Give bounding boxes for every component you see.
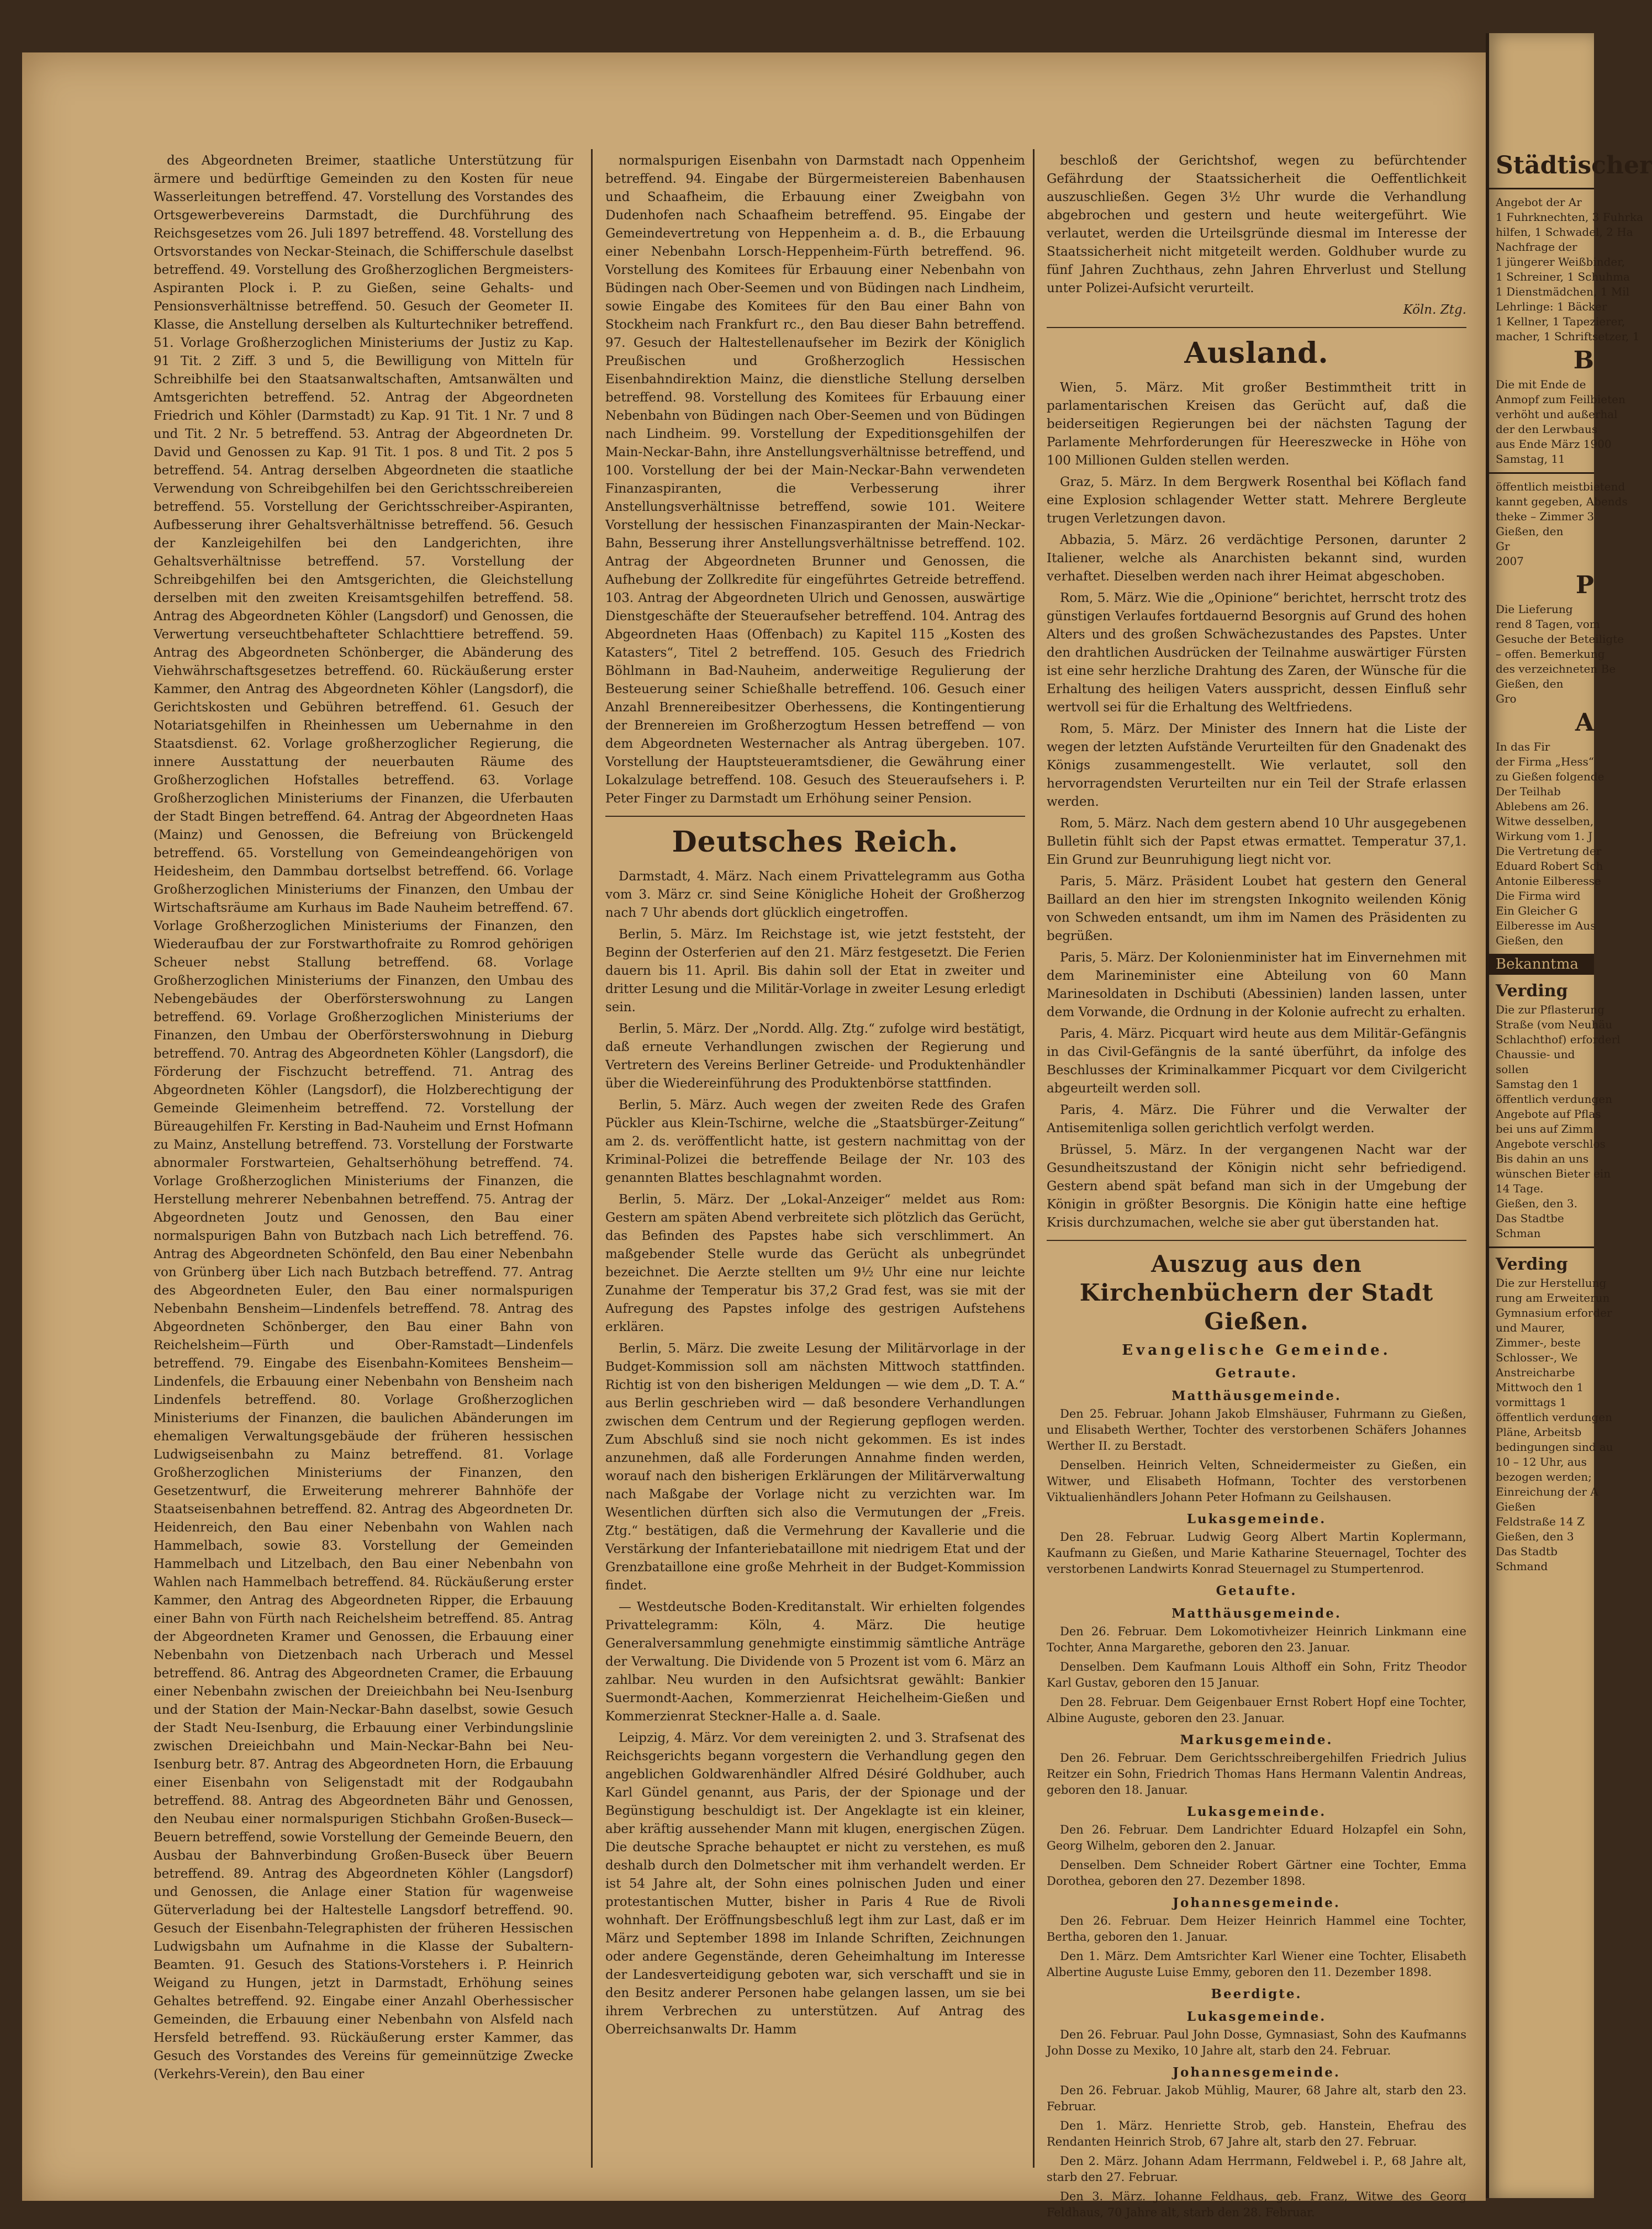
strip-line: Die Lieferung xyxy=(1496,603,1573,616)
section-title-ausland: Ausland. xyxy=(1184,336,1329,370)
source-credit: Köln. Ztg. xyxy=(1403,303,1466,317)
strip-line: Anmopf zum Feilbieten xyxy=(1496,393,1625,406)
strip-line: der Firma „Hess“ xyxy=(1496,755,1595,768)
strip-line: der den Lerwbaus xyxy=(1496,422,1598,436)
kirchenbuch-entry: Den 26. Februar. Dem Gerichtsschreibergehilfen Friedrich Julius Reitzer ein Sohn, Friedrich Thomas Hans Hermann Valentin Andreas, geboren den 18. Januar. xyxy=(1047,1751,1466,1797)
kirchenbuch-subheading: Lukasgemeinde. xyxy=(1186,2009,1327,2024)
column-rule xyxy=(591,149,593,2168)
strip-line: Anstreicharbe xyxy=(1496,1366,1575,1379)
strip-line: rend 8 Tagen, vom xyxy=(1496,617,1600,631)
strip-line: Gießen xyxy=(1496,1500,1536,1513)
newspaper-page xyxy=(22,52,1486,2219)
strip-line: Schmand xyxy=(1496,1560,1548,1573)
strip-line: Einreichung der A xyxy=(1496,1485,1598,1498)
strip-banner: Bekanntma xyxy=(1489,954,1594,975)
section-divider xyxy=(605,816,1025,817)
news-item: Rom, 5. März. Wie die „Opinione“ berichtet, herrscht trotz des günstigen Verlaufes fortdauernd Besorgnis auf Grund des hohen Alters und des großen Schwächezustandes des Papstes. Unter den drahtlichen Ausdrücken der Teilnahme auswärtiger Fürsten ist eine sehr herzliche Drahtung des Zaren, der Wünsche für die Erhaltung des heiligen Vaters ausspricht, dessen Einfluß sehr wertvoll sei für die Erhaltung des Weltfriedens. xyxy=(1047,591,1466,715)
kirchenbuch-entry: Den 1. März. Henriette Strob, geb. Hanstein, Ehefrau des Rendanten Heinrich Strob, 67 Jahre alt, starb den 27. Februar. xyxy=(1047,2119,1466,2148)
strip-line: Eilberesse im Aus xyxy=(1496,919,1596,932)
strip-line: kannt gegeben, Abends xyxy=(1496,495,1628,508)
strip-line: 1 Fuhrknechten, 3 Fuhrka xyxy=(1496,210,1643,224)
strip-line: Bis dahin an uns xyxy=(1496,1152,1589,1165)
strip-line: hilfen, 1 Schwadel, 2 Ha xyxy=(1496,225,1633,239)
strip-line: Samstag den 1 xyxy=(1496,1077,1579,1091)
kirchenbuch-subheading: Johannesgemeinde. xyxy=(1173,1895,1340,1910)
strip-lines xyxy=(1489,1276,1613,1574)
kirchenbuch-entry: Den 25. Februar. Johann Jakob Elmshäuser, Fuhrmann zu Gießen, und Elisabeth Werther, Tochter des verstorbenen Schäfers Johannes Werther II. zu Berstadt. xyxy=(1047,1407,1466,1452)
strip-line: Gesuche der Beteiligte xyxy=(1496,632,1624,646)
strip-lines xyxy=(1489,195,1643,344)
adjacent-page-strip xyxy=(1486,33,1652,2198)
strip-line: Die zur Pflasterung xyxy=(1496,1003,1605,1016)
strip-line: öffentlich verdungen xyxy=(1496,1411,1613,1424)
strip-line: macher, 1 Schriftsetzer, 1 xyxy=(1496,330,1640,343)
strip-line: Schlosser-, We xyxy=(1496,1351,1578,1364)
strip-line: wünschen Bieter ein xyxy=(1496,1167,1611,1180)
kirchenbuch-subheading: Matthäusgemeinde. xyxy=(1171,1606,1342,1621)
strip-line: 1 jüngerer Weißbinder, xyxy=(1496,255,1625,268)
strip-lines xyxy=(1489,377,1625,467)
strip-line: Samstag, 11 xyxy=(1496,452,1565,466)
strip-line: Das Stadtbe xyxy=(1496,1212,1564,1225)
news-item: Rom, 5. März. Nach dem gestern abend 10 Uhr ausgegebenen Bulletin fühlt sich der Papst etwas ermattet. Temperatur 37,1. Ein Grund zur Beunruhigung liegt nicht vor. xyxy=(1047,816,1466,867)
strip-line: Gießen, den xyxy=(1496,934,1564,947)
kirchenbuch-entry: Den 28. Februar. Ludwig Georg Albert Martin Koplermann, Kaufmann zu Gießen, und Marie Katharine Steuernagel, Tochter des verstorbenen Landwirts Konrad Steuernagel zu Stumpertenrod. xyxy=(1047,1530,1466,1576)
section-divider xyxy=(1047,327,1466,328)
strip-line: Das Stadtb xyxy=(1496,1545,1558,1558)
strip-line: 1 Kellner, 1 Tapezierer, xyxy=(1496,315,1625,328)
strip-line: 2007 xyxy=(1496,554,1524,568)
strip-line: – offen. Bemerkung xyxy=(1496,647,1605,661)
strip-line: theke – Zimmer 3 xyxy=(1496,510,1595,523)
kirchenbuch-heading: Getaufte. xyxy=(1216,1583,1297,1598)
strip-line: Pläne, Arbeitsb xyxy=(1496,1425,1582,1439)
kirchenbuch-entry: Denselben. Dem Schneider Robert Gärtner eine Tochter, Emma Dorothea, geboren den 27. Dezember 1898. xyxy=(1047,1858,1466,1888)
strip-line: Gymnasium erforder xyxy=(1496,1306,1612,1319)
news-item: Leipzig, 4. März. Vor dem vereinigten 2. und 3. Strafsenat des Reichsgerichts begann vorgestern die Verhandlung gegen den angeblichen Goldwarenhändler Alfred Désiré Goldhuber, auch Karl Gündel genannt, aus Paris, der der Spionage und der Begünstigung beschuldigt ist. Der Angeklagte ist ein kleiner, aber kräftig aussehender Mann mit klugen, energischen Zügen. Die deutsche Sprache behauptet er nicht zu verstehen, es muß deshalb durch den Dolmetscher mit ihm verhandelt werden. Er ist 54 Jahre alt, der Sohn eines polnischen Juden und einer protestantischen Mutter, bisher in Paris 4 Rue de Rivoli wohnhaft. Der Eröffnungsbeschluß legt ihm zur Last, daß er im März und September 1898 im Inlande Schriften, Zeichnungen oder andere Gegenstände, deren Geheimhaltung im Interesse der Landesverteidigung geboten war, sich verschafft und sie in den Besitz anderer Personen habe gelangen lassen, um sie bei ihrem Verbrechen zu unterstützen. Auf Antrag des Oberreichsanwalts Dr. Hamm xyxy=(605,1731,1025,2037)
strip-lines xyxy=(1489,740,1605,948)
kirchenbuch-title: Auszug aus den Kirchenbüchern der Stadt Gießen. xyxy=(1079,1250,1434,1335)
kirchenbuch-entry: Den 2. März. Johann Adam Herrmann, Feldwebel i. P., 68 Jahre alt, starb den 27. Februar. xyxy=(1047,2154,1466,2184)
news-item: Abbazia, 5. März. 26 verdächtige Personen, darunter 2 Italiener, welche als Anarchisten bekannt sind, wurden verhaftet. Dieselben werden nach ihrer Heimat abgeschoben. xyxy=(1047,533,1466,584)
news-item: beschloß der Gerichtshof, wegen zu befürchtender Gefährdung der Staatssicherheit die Oeffentlichkeit auszuschließen. Gegen 3½ Uhr wurde die Verhandlung abgebrochen und gestern und heute weitergeführt. Wie verlautet, werden die Urteilsgründe diesmal im Interesse der Staatssicherheit nicht mitgeteilt werden. Goldhuber wurde zu fünf Jahren Zuchthaus, zehn Jahren Ehrverlust und Stellung unter Polizei-Aufsicht verurteilt. xyxy=(1047,154,1466,295)
strip-line: Straße (vom Neuhäu xyxy=(1496,1018,1613,1031)
kirchenbuch-subheading: Lukasgemeinde. xyxy=(1186,1512,1327,1527)
strip-heading: Städtischer xyxy=(1496,151,1652,179)
news-item: Berlin, 5. März. Die zweite Lesung der Militärvorlage in der Budget-Kommission soll am nächsten Mittwoch stattfinden. Richtig ist von den bisherigen Meldungen — wie dem „D. T. A.“ aus Berlin geschrieben wird — daß besondere Verhandlungen zwischen dem Centrum und der Regierung gepflogen werden. Zum Abschluß sind sie noch nicht gekommen. Es ist indes anzunehmen, daß alle Forderungen Annahme finden werden, worauf nach den bisherigen Erklärungen der Militärverwaltung nach Maßgabe der Vorlage nicht zu verzichten war. Im Wesentlichen dürften sich also die Vermutungen der „Freis. Ztg.“ bestätigen, daß die Vermehrung der Kavallerie und die Verstärkung der Infanteriebataillone mit niedrigem Etat und der Grenzbataillone eine große Mehrheit in der Budget-Kommission findet. xyxy=(605,1341,1025,1593)
strip-line: Zimmer-, beste xyxy=(1496,1336,1581,1349)
strip-line: Angebote auf Pflas xyxy=(1496,1107,1601,1121)
section-divider xyxy=(1047,1240,1466,1241)
news-item: Rom, 5. März. Der Minister des Innern hat die Liste der wegen der letzten Aufstände Verurteilten für den Gnadenakt des Königs zusammengestellt. Wie verlautet, soll den hervorragendsten Verurteilten nur ein Teil der Strafe erlassen werden. xyxy=(1047,722,1466,809)
section-title-deutsches-reich: Deutsches Reich. xyxy=(672,825,959,859)
strip-line: Mittwoch den 1 xyxy=(1496,1381,1584,1394)
news-item: Brüssel, 5. März. In der vergangenen Nacht war der Gesundheitszustand der Königin nicht sehr befriedigend. Gestern abend spät befand man sich in der Umgebung der Königin in größter Besorgnis. Die Königin hatte eine heftige Krisis durchzumachen, welche sie aber gut überstanden hat. xyxy=(1047,1143,1466,1230)
strip-line: öffentlich verdungen xyxy=(1496,1092,1613,1106)
news-item: Paris, 5. März. Der Kolonienminister hat im Einvernehmen mit dem Marineminister eine Abteilung von 60 Mann Marinesoldaten in Dschibuti (Abessinien) landen lassen, unter dem Vorwande, die Ordnung in der Kolonie aufrecht zu erhalten. xyxy=(1047,950,1466,1020)
strip-line: Angebote verschlos xyxy=(1496,1137,1606,1150)
strip-line: und Maurer, xyxy=(1496,1321,1565,1334)
strip-letter: A xyxy=(1575,709,1594,737)
strip-line: Eduard Robert Sch xyxy=(1496,859,1603,873)
strip-line: Gießen, den 3. xyxy=(1496,1197,1577,1210)
news-item: Paris, 4. März. Die Führer und die Verwalter der Antisemitenliga sollen gerichtlich verfolgt werden. xyxy=(1047,1103,1466,1135)
strip-line: öffentlich meistbietend xyxy=(1496,480,1625,493)
strip-lines xyxy=(1489,602,1624,706)
strip-line: vormittags 1 xyxy=(1496,1396,1567,1409)
kirchenbuch-entry: Den 26. Februar. Jakob Mühlig, Maurer, 68 Jahre alt, starb den 23. Februar. xyxy=(1047,2084,1466,2113)
strip-line: Die mit Ende de xyxy=(1496,378,1586,391)
kirchenbuch-subheading: Markusgemeinde. xyxy=(1180,1733,1333,1747)
kirchenbuch-subheading: Lukasgemeinde. xyxy=(1186,1804,1327,1819)
strip-letter: P xyxy=(1575,571,1594,599)
strip-line: aus Ende März 1900 xyxy=(1496,437,1612,451)
strip-divider xyxy=(1489,1246,1594,1248)
kirchenbuch-auszug xyxy=(1047,1250,1466,2221)
kirchenbuch-entry: Den 26. Februar. Paul John Dosse, Gymnasiast, Sohn des Kaufmanns John Dosse zu Mexiko, 10 Jahre alt, starb den 24. Februar. xyxy=(1047,2028,1466,2057)
strip-line: sollen xyxy=(1496,1063,1529,1076)
strip-line: Gro xyxy=(1496,692,1517,705)
strip-line: Gießen, den xyxy=(1496,525,1564,538)
strip-line: rung am Erweiterun xyxy=(1496,1291,1610,1304)
strip-line: Chaussie- und xyxy=(1496,1048,1575,1061)
kirchenbuch-entry: Den 3. März. Johanne Feldhaus, geb. Franz, Witwe des Georg Feldhaus, 70 Jahre alt, starb den 28. Februar. xyxy=(1047,2190,1466,2219)
column-2 xyxy=(605,152,1025,2168)
strip-line: Witwe desselben, xyxy=(1496,815,1594,828)
strip-line: Nachfrage der xyxy=(1496,240,1577,253)
strip-line: verhöht und außerhal xyxy=(1496,408,1618,421)
kirchenbuch-entry: Den 26. Februar. Dem Lokomotivheizer Heinrich Linkmann eine Tochter, Anna Margarethe, geboren den 23. Januar. xyxy=(1047,1625,1466,1654)
strip-line: Feldstraße 14 Z xyxy=(1496,1515,1585,1528)
kirchenbuch-heading: Getraute. xyxy=(1215,1366,1298,1381)
strip-line: bedingungen sind au xyxy=(1496,1440,1613,1454)
news-item: Berlin, 5. März. Der „Lokal-Anzeiger“ meldet aus Rom: Gestern am späten Abend verbreitete sich plötzlich das Gerücht, das Befinden des Papstes habe sich verschlimmert. An maßgebender Stelle wurde das Gerücht als unbegründet bezeichnet. Die Aerzte stellten um 9½ Uhr eine nur leichte Zunahme der Temperatur bis 37,2 Grad fest, was sie mit der Aufregung des Papstes infolge des gestrigen Aufstehens erklären. xyxy=(605,1192,1025,1334)
news-item: Berlin, 5. März. Im Reichstage ist, wie jetzt feststeht, der Beginn der Osterferien auf den 21. März festgesetzt. Die Ferien dauern bis 11. April. Bis dahin soll der Etat in zweiter und dritter Lesung und die Militär-Vorlage in zweiter Lesung erledigt sein. xyxy=(605,927,1025,1015)
landtag-eingaben-text: des Abgeordneten Breimer, staatliche Unterstützung für ärmere und bedürftige Gemeinden zu den Kosten für neue Wasserleitungen betreffend. 47. Vorstellung des Vorstandes des Ortsgewerbevereins Darmstadt, die Durchführung des Reichsgesetzes vom 26. Juli 1897 betreffend. 48. Vorstellung des Ortsvorstandes von Neckar-Steinach, die Schifferschule daselbst betreffend. 49. Vorstellung des Großherzoglichen Bergmeisters-Aspiranten Plock i. P. zu Gießen, seine Gehalts- und Pensionsverhältnisse betreffend. 50. Gesuch der Geometer II. Klasse, die Anstellung derselben als Kulturtechniker betreffend. 51. Vorlage Großherzoglichen Ministeriums der Justiz zu Kap. 91 Tit. 2 Ziff. 3 und 5, die Bewilligung von Mitteln für Schreibhilfe bei den Staatsanwaltschaften, Amtsanwälten und Amtsgerichten betreffend. 52. Antrag der Abgeordneten Friedrich und Köhler (Darmstadt) zu Kap. 91 Tit. 1 Nr. 7 und 8 und Tit. 2 Nr. 5 betreffend. 53. Antrag der Abgeordneten Dr. David und Genossen zu Kap. 91 Tit. 1 pos. 8 und Tit. 2 pos 5 betreffend. 54. Antrag derselben Abgeordneten die staatliche Verwendung von Schreibgehilfen bei den Gerichtsschreibereien betreffend. 55. Vorstellung der Gerichtsschreiber-Aspiranten, Aufbesserung ihrer Gehaltsverhältnisse betreffend. 56. Gesuch der Kanzleigehilfen bei den Landgerichten, ihre Gehaltsverhältnisse betreffend. 57. Vorstellung der Schreibgehilfen bei den Amtsgerichten, die Gleichstellung derselben mit den zweiten Kreisamtsgehilfen betreffend. 58. Antrag des Abgeordneten Köhler (Langsdorf) und Genossen, die Verwertung verseuchtbehafteter Schlachttiere betreffend. 59. Antrag des Abgeordneten Schönberger, die Abänderung des Viehwährschaftsgesetzes betreffend. 60. Rückäußerung erster Kammer, den Antrag des Abgeordneten Köhler (Langsdorf), die Gerichtskosten und Gebühren betreffend. 61. Gesuch der Notariatsgehilfen in Rheinhessen um Uebernahme in den Staatsdienst. 62. Vorlage großherzoglicher Regierung, die innere Ausstattung der neuerbauten Räume des Großherzoglichen Hofstalles betreffend. 63. Vorlage Großherzoglichen Ministeriums der Finanzen, die Uferbauten der Stadt Bingen betreffend. 64. Antrag der Abgeordneten Haas (Mainz) und Genossen, die Befreiung von Brückengeld betreffend. 65. Vorstellung von Gemeindeangehörigen von Heidesheim, den Dammbau dortselbst betreffend. 66. Vorlage Großherzoglichen Ministeriums der Finanzen, den Umbau der Wirtschaftsräume am Kurhaus im Bade Nauheim betreffend. 67. Vorlage Großherzoglichen Ministeriums der Finanzen, den Wiederaufbau der zur Forstwarthofraite zu Romrod gehörigen Scheuer nebst Stallung betreffend. 68. Vorlage Großherzoglichen Ministeriums der Finanzen, den Umbau des Nebengebäudes der Oberförsterswohnung zu Langen betreffend. 69. Vorlage Großherzoglichen Ministeriums der Finanzen, den Umbau der Oberförsterswohnung in Dieburg betreffend. 70. Antrag des Abgeordneten Köhler (Langsdorf), die Förderung der Fischzucht betreffend. 71. Antrag des Abgeordneten Köhler (Langsdorf), die Holzberechtigung der Gemeinde Gleimenheim betreffend. 72. Vorstellung der Büreaugehilfen Fr. Kersting in Bad-Nauheim und Ernst Hofmann zu Mainz, Anstellung betreffend. 73. Vorstellung der Forstwarte abnormaler Forstwarteien, Gehaltserhöhung betreffend. 74. Vorlage Großherzoglichen Ministeriums der Finanzen, die Herstellung mehrerer Nebenbahnen betreffend. 75. Antrag der Abgeordneten Joutz und Genossen, den Bau einer normalspurigen Bahn von Butzbach nach Lich betreffend. 76. Antrag des Abgeordneten Schönfeld, den Bau einer Nebenbahn von Grünberg über Lich nach Butzbach betreffend. 77. Antrag des Abgeordneten Euler, den Bau einer normalspurigen Nebenbahn Bensheim—Lindenfels betreffend. 78. Antrag des Abgeordneten Schönberger, den Bau einer Bahn von Reichelsheim—Fürth und Ober-Ramstadt—Lindenfels betreffend. 79. Eingabe des Eisenbahn-Komitees Bensheim—Lindenfels, die Erbauung einer Nebenbahn von Bensheim nach Lindenfels betreffend. 80. Vorlage Großherzoglichen Ministeriums der Finanzen, die baulichen Abänderungen im ehemaligen Verwaltungsgebäude der früheren hessischen Ludwigseisenbahn zu Mainz betreffend. 81. Vorlage Großherzoglichen Ministeriums der Finanzen, den Gesetzentwurf, die Erweiterung mehrerer Bahnhöfe der Staatseisenbahnen betreffend. 82. Antrag des Abgeordneten Dr. Heidenreich, den Bau einer Nebenbahn von Wahlen nach Hammelbach, sowie 83. Vorstellung der Gemeinden Hammelbach und Litzelbach, den Bau einer Nebenbahn von Wahlen nach Hammelbach betreffend. 84. Rückäußerung erster Kammer, den Antrag des Abgeordneten Ripper, die Erbauung einer Bahn von Fürth nach Reichelsheim betreffend. 85. Antrag der Abgeordneten Kramer und Genossen, die Erbauung einer Nebenbahn von Dietzenbach nach Urberach und Messel betreffend. 86. Antrag des Abgeordneten Cramer, die Erbauung einer Nebenbahn zwischen der Dreieichbahn bei Neu-Isenburg und der Station der Main-Neckar-Bahn daselbst, sowie Gesuch der Stadt Neu-Isenburg, die Erbauung einer Verbindungslinie zwischen Dreieichbahn und Main-Neckar-Bahn bei Neu-Isenburg betr. 87. Antrag des Abgeordneten Horn, die Erbauung einer Eisenbahn von Seligenstadt mit der Rodgaubahn betreffend. 88. Antrag des Abgeordneten Bähr und Genossen, den Neubau einer normalspurigen Stichbahn Großen-Buseck—Beuern betreffend, sowie Vorstellung der Gemeinde Beuern, den Ausbau der Bahnverbindung Großen-Buseck über Beuern betreffend. 89. Antrag des Abgeordneten Köhler (Langsdorf) und Genossen, die Anlage einer Station für wagenweise Güterverladung bei der Haltestelle Langsdorf betreffend. 90. Gesuch der Eisenbahn-Telegraphisten der früheren Hessischen Ludwigsbahn um Aufnahme in die Klasse der Subaltern-Beamten. 91. Gesuch des Stations-Vorstehers i. P. Heinrich Weigand zu Hungen, jetzt in Darmstadt, Erhöhung seines Gehaltes betreffend. 92. Eingabe einer Anzahl Oberhessischer Gemeinden, die Erbauung einer Nebenbahn von Alsfeld nach Hersfeld betreffend. 93. Rückäußerung erster Kammer, das Gesuch des Vorstandes des Vereins für gemeinnützige Zwecke (Verkehrs-Verein), den Bau einer xyxy=(154,154,573,2082)
strip-line: Wirkung vom 1. J xyxy=(1496,830,1593,843)
strip-line: Ablebens am 26. xyxy=(1496,800,1589,813)
news-item: Paris, 5. März. Präsident Loubet hat gestern den General Baillard an den hier im strengsten Inkognito weilenden König von Schweden entsandt, um ihm im Namen des Präsidenten zu begrüßen. xyxy=(1047,874,1466,943)
kirchenbuch-entry: Denselben. Dem Kaufmann Louis Althoff ein Sohn, Fritz Theodor Karl Gustav, geboren den 15 Januar. xyxy=(1047,1660,1466,1689)
kirchenbuch-entry: Denselben. Heinrich Velten, Schneidermeister zu Gießen, ein Witwer, und Elisabeth Hofmann, Tochter des verstorbenen Viktualienhändlers Johann Peter Hofmann zu Geilshausen. xyxy=(1047,1459,1466,1504)
strip-line: Antonie Eilberesse xyxy=(1496,874,1601,888)
strip-line: des verzeichneten Be xyxy=(1496,662,1616,675)
kirchenbuch-entry: Den 1. März. Dem Amtsrichter Karl Wiener eine Tochter, Elisabeth Albertine Auguste Luise Emmy, geboren den 11. Dezember 1898. xyxy=(1047,1950,1466,1979)
landtag-eingaben-continued: normalspurigen Eisenbahn von Darmstadt nach Oppenheim betreffend. 94. Eingabe der Bürgermeistereien Babenhausen und Schaafheim, die Erbauung einer Zweigbahn von Dudenhofen nach Schaafheim betreffend. 95. Eingabe der Gemeindevertretung von Heppenheim a. d. B., die Erbauung einer Nebenbahn Lorsch-Heppenheim-Fürth betreffend. 96. Vorstellung des Komitees für Erbauung einer Nebenbahn von Büdingen nach Ober-Seemen und von Büdingen nach Lindheim, sowie Eingabe des Komitees für den Bau einer Bahn von Stockheim nach Frankfurt rc., den Bau dieser Bahn betreffend. 97. Gesuch der Haltestellenaufseher im Bezirk der Königlich Preußischen und Großherzoglich Hessischen Eisenbahndirektion Mainz, die dienstliche Stellung derselben betreffend. 98. Vorstellung des Komitees für Erbauung einer Nebenbahn von Büdingen nach Ober-Seemen und von Büdingen nach Lindheim. 99. Vorstellung der Expeditionsgehilfen der Main-Neckar-Bahn, ihre Anstellungsverhältnisse betreffend, und 100. Vorstellung der bei der Main-Neckar-Bahn verwendeten Finanzaspiranten, die Verbesserung ihrer Anstellungsverhältnisse betreffend, sowie 101. Weitere Vorstellung der hessischen Finanzaspiranten der Main-Neckar-Bahn, Besserung ihrer Anstellungsverhältnisse betreffend. 102. Antrag der Abgeordneten Brunner und Genossen, die Aufhebung der Zollkredite für eingeführtes Getreide betreffend. 103. Antrag der Abgeordneten Ulrich und Genossen, auswärtige Dienstgeschäfte der Steueraufseher betreffend. 104. Antrag des Abgeordneten Haas (Offenbach) zu Kapitel 115 „Kosten des Katasters“, Titel 2 betreffend. 105. Gesuch des Friedrich Böhlmann in Bad-Nauheim, anderweitige Regulierung der Besteuerung seiner Schießhalle betreffend. 106. Gesuch einer Anzahl Brennereibesitzer Oberhessens, die Kontingentierung der Brennereien im Großherzogtum Hessen betreffend — von dem Abgeordneten Westernacher als Antrag übergeben. 107. Vorstellung der Hauptsteueramtsdiener, die Gewährung einer Lokalzulage betreffend. 108. Gesuch des Steueraufsehers i. P. Peter Finger zu Darmstadt um Erhöhung seiner Pension. xyxy=(605,154,1025,806)
strip-line: Schlachthof) erforderl xyxy=(1496,1033,1621,1046)
strip-line: Angebot der Ar xyxy=(1496,196,1582,209)
strip-line: 10 – 12 Uhr, aus xyxy=(1496,1455,1587,1469)
strip-line: Die Vertretung der xyxy=(1496,844,1602,858)
column-3 xyxy=(1047,152,1466,2219)
news-item: Berlin, 5. März. Auch wegen der zweiten Rede des Grafen Pückler aus Klein-Tschirne, welche die „Staatsbürger-Zeitung“ am 2. ds. veröffentlicht hatte, ist gestern nachmittag von der Kriminal-Polizei die betreffende Beilage der Nr. 103 des genannten Blattes beschlagnahmt worden. xyxy=(605,1098,1025,1185)
strip-heading: Verding xyxy=(1496,1255,1568,1274)
strip-line: Die zur Herstellung xyxy=(1496,1276,1607,1290)
strip-lines xyxy=(1489,479,1628,569)
news-item: Graz, 5. März. In dem Bergwerk Rosenthal bei Köflach fand eine Explosion schlagender Wetter statt. Mehrere Bergleute trugen Verletzungen davon. xyxy=(1047,475,1466,526)
kirchenbuch-subheading: Johannesgemeinde. xyxy=(1173,2065,1340,2080)
news-item: Wien, 5. März. Mit großer Bestimmtheit tritt in parlamentarischen Kreisen das Gerücht auf, daß die beiderseitigen Regierungen bei der nächsten Tagung der Parlamente Mehrforderungen für Heereszwecke in Höhe von 100 Millionen Gulden stellen werden. xyxy=(1047,381,1466,468)
strip-line: In das Fir xyxy=(1496,740,1550,753)
strip-line: Gr xyxy=(1496,540,1510,553)
strip-line: 14 Tage. xyxy=(1496,1182,1544,1195)
news-item: Paris, 4. März. Picquart wird heute aus dem Militär-Gefängnis in das Civil-Gefängnis de la santé überführt, da infolge des Beschlusses der Kriminalkammer Picquart vor dem Civilgericht abgeurteilt werden soll. xyxy=(1047,1027,1466,1096)
strip-line: Ein Gleicher G xyxy=(1496,904,1578,917)
strip-line: zu Gießen folgende xyxy=(1496,770,1605,783)
kirchenbuch-heading: Beerdigte. xyxy=(1211,1987,1302,2001)
strip-line: Die Firma wird xyxy=(1496,889,1581,902)
strip-line: bezogen werden; xyxy=(1496,1470,1592,1483)
strip-line: Schman xyxy=(1496,1227,1541,1240)
kirchenbuch-gemeinde: Evangelische Gemeinde. xyxy=(1122,1342,1391,1359)
kirchenbuch-subheading: Matthäusgemeinde. xyxy=(1171,1388,1342,1403)
kirchenbuch-entry: Den 26. Februar. Dem Landrichter Eduard Holzapfel ein Sohn, Georg Wilhelm, geboren den 2. Januar. xyxy=(1047,1823,1466,1852)
strip-divider xyxy=(1489,472,1594,474)
news-item: Darmstadt, 4. März. Nach einem Privattelegramm aus Gotha vom 3. März cr. sind Seine Königliche Hoheit der Großherzog nach 7 Uhr abends dort glücklich eingetroffen. xyxy=(605,869,1025,920)
news-item: Berlin, 5. März. Der „Nordd. Allg. Ztg.“ zufolge wird bestätigt, daß erneute Verhandlungen zwischen der Regierung und Vertretern des Vereins Berliner Getreide- und Produktenhändler über die Wiedereinführung des Produktenbörse stattfinden. xyxy=(605,1022,1025,1091)
strip-line: 1 Schreiner, 1 Schuhma xyxy=(1496,270,1630,283)
strip-lines xyxy=(1489,1002,1621,1241)
column-1 xyxy=(154,152,573,2168)
strip-line: Gießen, den 3 xyxy=(1496,1530,1574,1543)
kirchenbuch-entry: Den 28. Februar. Dem Geigenbauer Ernst Robert Hopf eine Tochter, Albine Auguste, geboren den 23. Januar. xyxy=(1047,1695,1466,1725)
strip-heading: Verding xyxy=(1496,981,1568,1001)
column-rule xyxy=(1033,149,1035,2168)
strip-line: Lehrlinge: 1 Bäcker xyxy=(1496,300,1607,313)
kirchenbuch-entry: Den 26. Februar. Dem Heizer Heinrich Hammel eine Tochter, Bertha, geboren den 1. Januar. xyxy=(1047,1914,1466,1943)
strip-divider xyxy=(1489,188,1594,189)
news-item: — Westdeutsche Boden-Kreditanstalt. Wir erhielten folgendes Privattelegramm: Köln, 4. März. Die heutige Generalversammlung genehmigte einstimmig sämtliche Anträge der Verwaltung. Die Dividende von 5 Prozent ist vom 6. März an zahlbar. Neu wurden in den Aufsichtsrat gewählt: Bankier Suermondt-Aachen, Kommerzienrat Heichelheim-Gießen und Kommerzienrat Steckner-Halle a. d. Saale. xyxy=(605,1600,1025,1724)
strip-letter: B xyxy=(1573,346,1594,374)
strip-line: bei uns auf Zimm xyxy=(1496,1122,1593,1135)
strip-line: 1 Dienstmädchen, 1 Mil xyxy=(1496,285,1630,298)
strip-line: Gießen, den xyxy=(1496,677,1564,690)
strip-line: Der Teilhab xyxy=(1496,785,1561,798)
